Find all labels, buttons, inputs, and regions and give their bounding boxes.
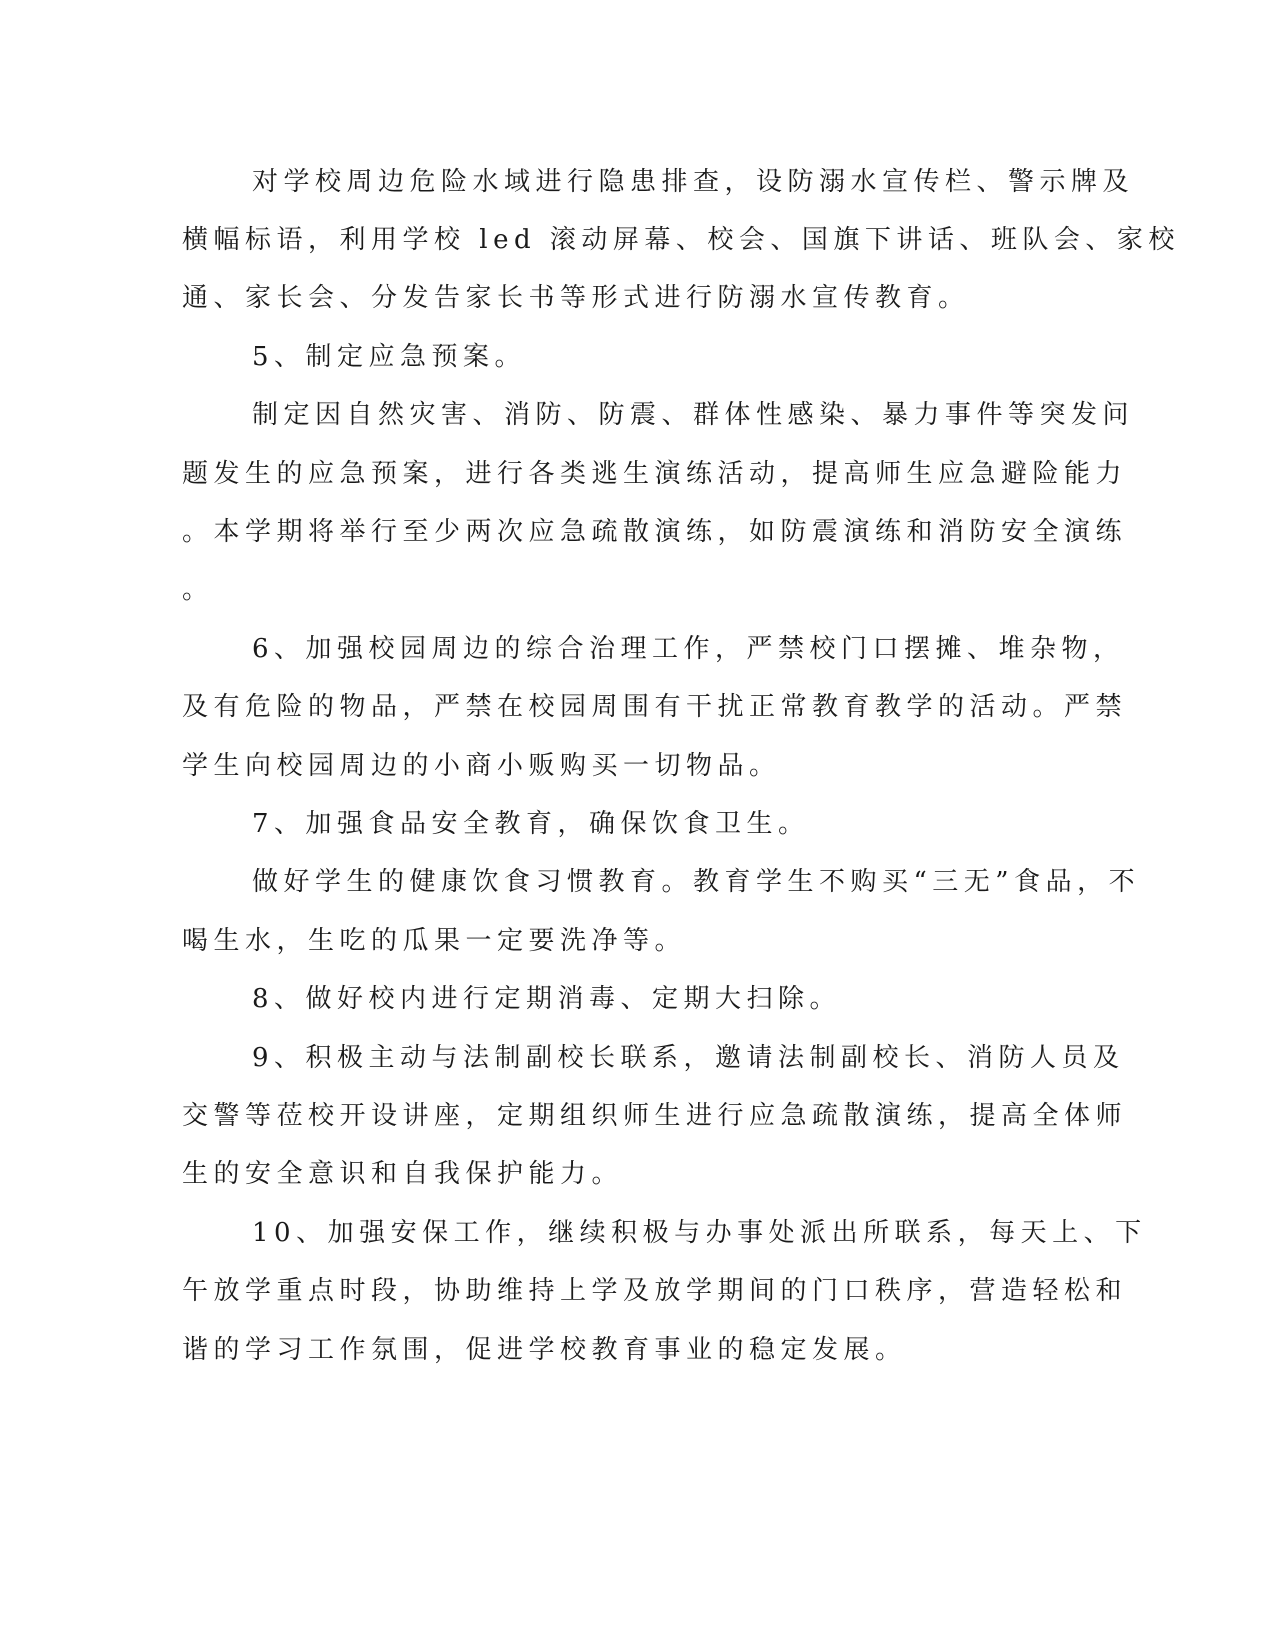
text-line: 做好学生的健康饮食习惯教育。教育学生不购买“三无”食品，不 xyxy=(252,867,1141,897)
text-line: 7、加强食品安全教育，确保饮食卫生。 xyxy=(252,809,810,839)
text-line: 通、家长会、分发告家长书等形式进行防溺水宣传教育。 xyxy=(182,283,970,313)
text-line: 喝生水，生吃的瓜果一定要洗净等。 xyxy=(182,926,687,956)
text-line: 制定因自然灾害、消防、防震、群体性感染、暴力事件等突发问 xyxy=(252,400,1135,430)
text-line: 10、加强安保工作，继续积极与办事处派出所联系，每天上、下 xyxy=(252,1218,1147,1248)
text-line: 8、做好校内进行定期消毒、定期大扫除。 xyxy=(252,984,842,1014)
text-line: 午放学重点时段，协助维持上学及放学期间的门口秩序，营造轻松和 xyxy=(182,1276,1128,1306)
text-line: 交警等莅校开设讲座，定期组织师生进行应急疏散演练，提高全体师 xyxy=(182,1101,1128,1131)
text-line: 6、加强校园周边的综合治理工作，严禁校门口摆摊、堆杂物， xyxy=(252,634,1125,664)
text-line: 。 xyxy=(182,575,214,605)
text-line: 及有危险的物品，严禁在校园周围有干扰正常教育教学的活动。严禁 xyxy=(182,692,1128,722)
text-line: 题发生的应急预案，进行各类逃生演练活动，提高师生应急避险能力 xyxy=(182,459,1128,489)
text-line: 横幅标语，利用学校 led 滚动屏幕、校会、国旗下讲话、班队会、家校 xyxy=(182,225,1180,255)
text-line: 生的安全意识和自我保护能力。 xyxy=(182,1159,624,1189)
text-line: 谐的学习工作氛围，促进学校教育事业的稳定发展。 xyxy=(182,1335,907,1365)
text-line: 5、制定应急预案。 xyxy=(252,342,527,372)
text-line: 9、积极主动与法制副校长联系，邀请法制副校长、消防人员及 xyxy=(252,1043,1125,1073)
text-line: 。本学期将举行至少两次应急疏散演练，如防震演练和消防安全演练 xyxy=(182,517,1128,547)
text-line: 学生向校园周边的小商小贩购买一切物品。 xyxy=(182,751,781,781)
text-line: 对学校周边危险水域进行隐患排查，设防溺水宣传栏、警示牌及 xyxy=(252,167,1135,197)
